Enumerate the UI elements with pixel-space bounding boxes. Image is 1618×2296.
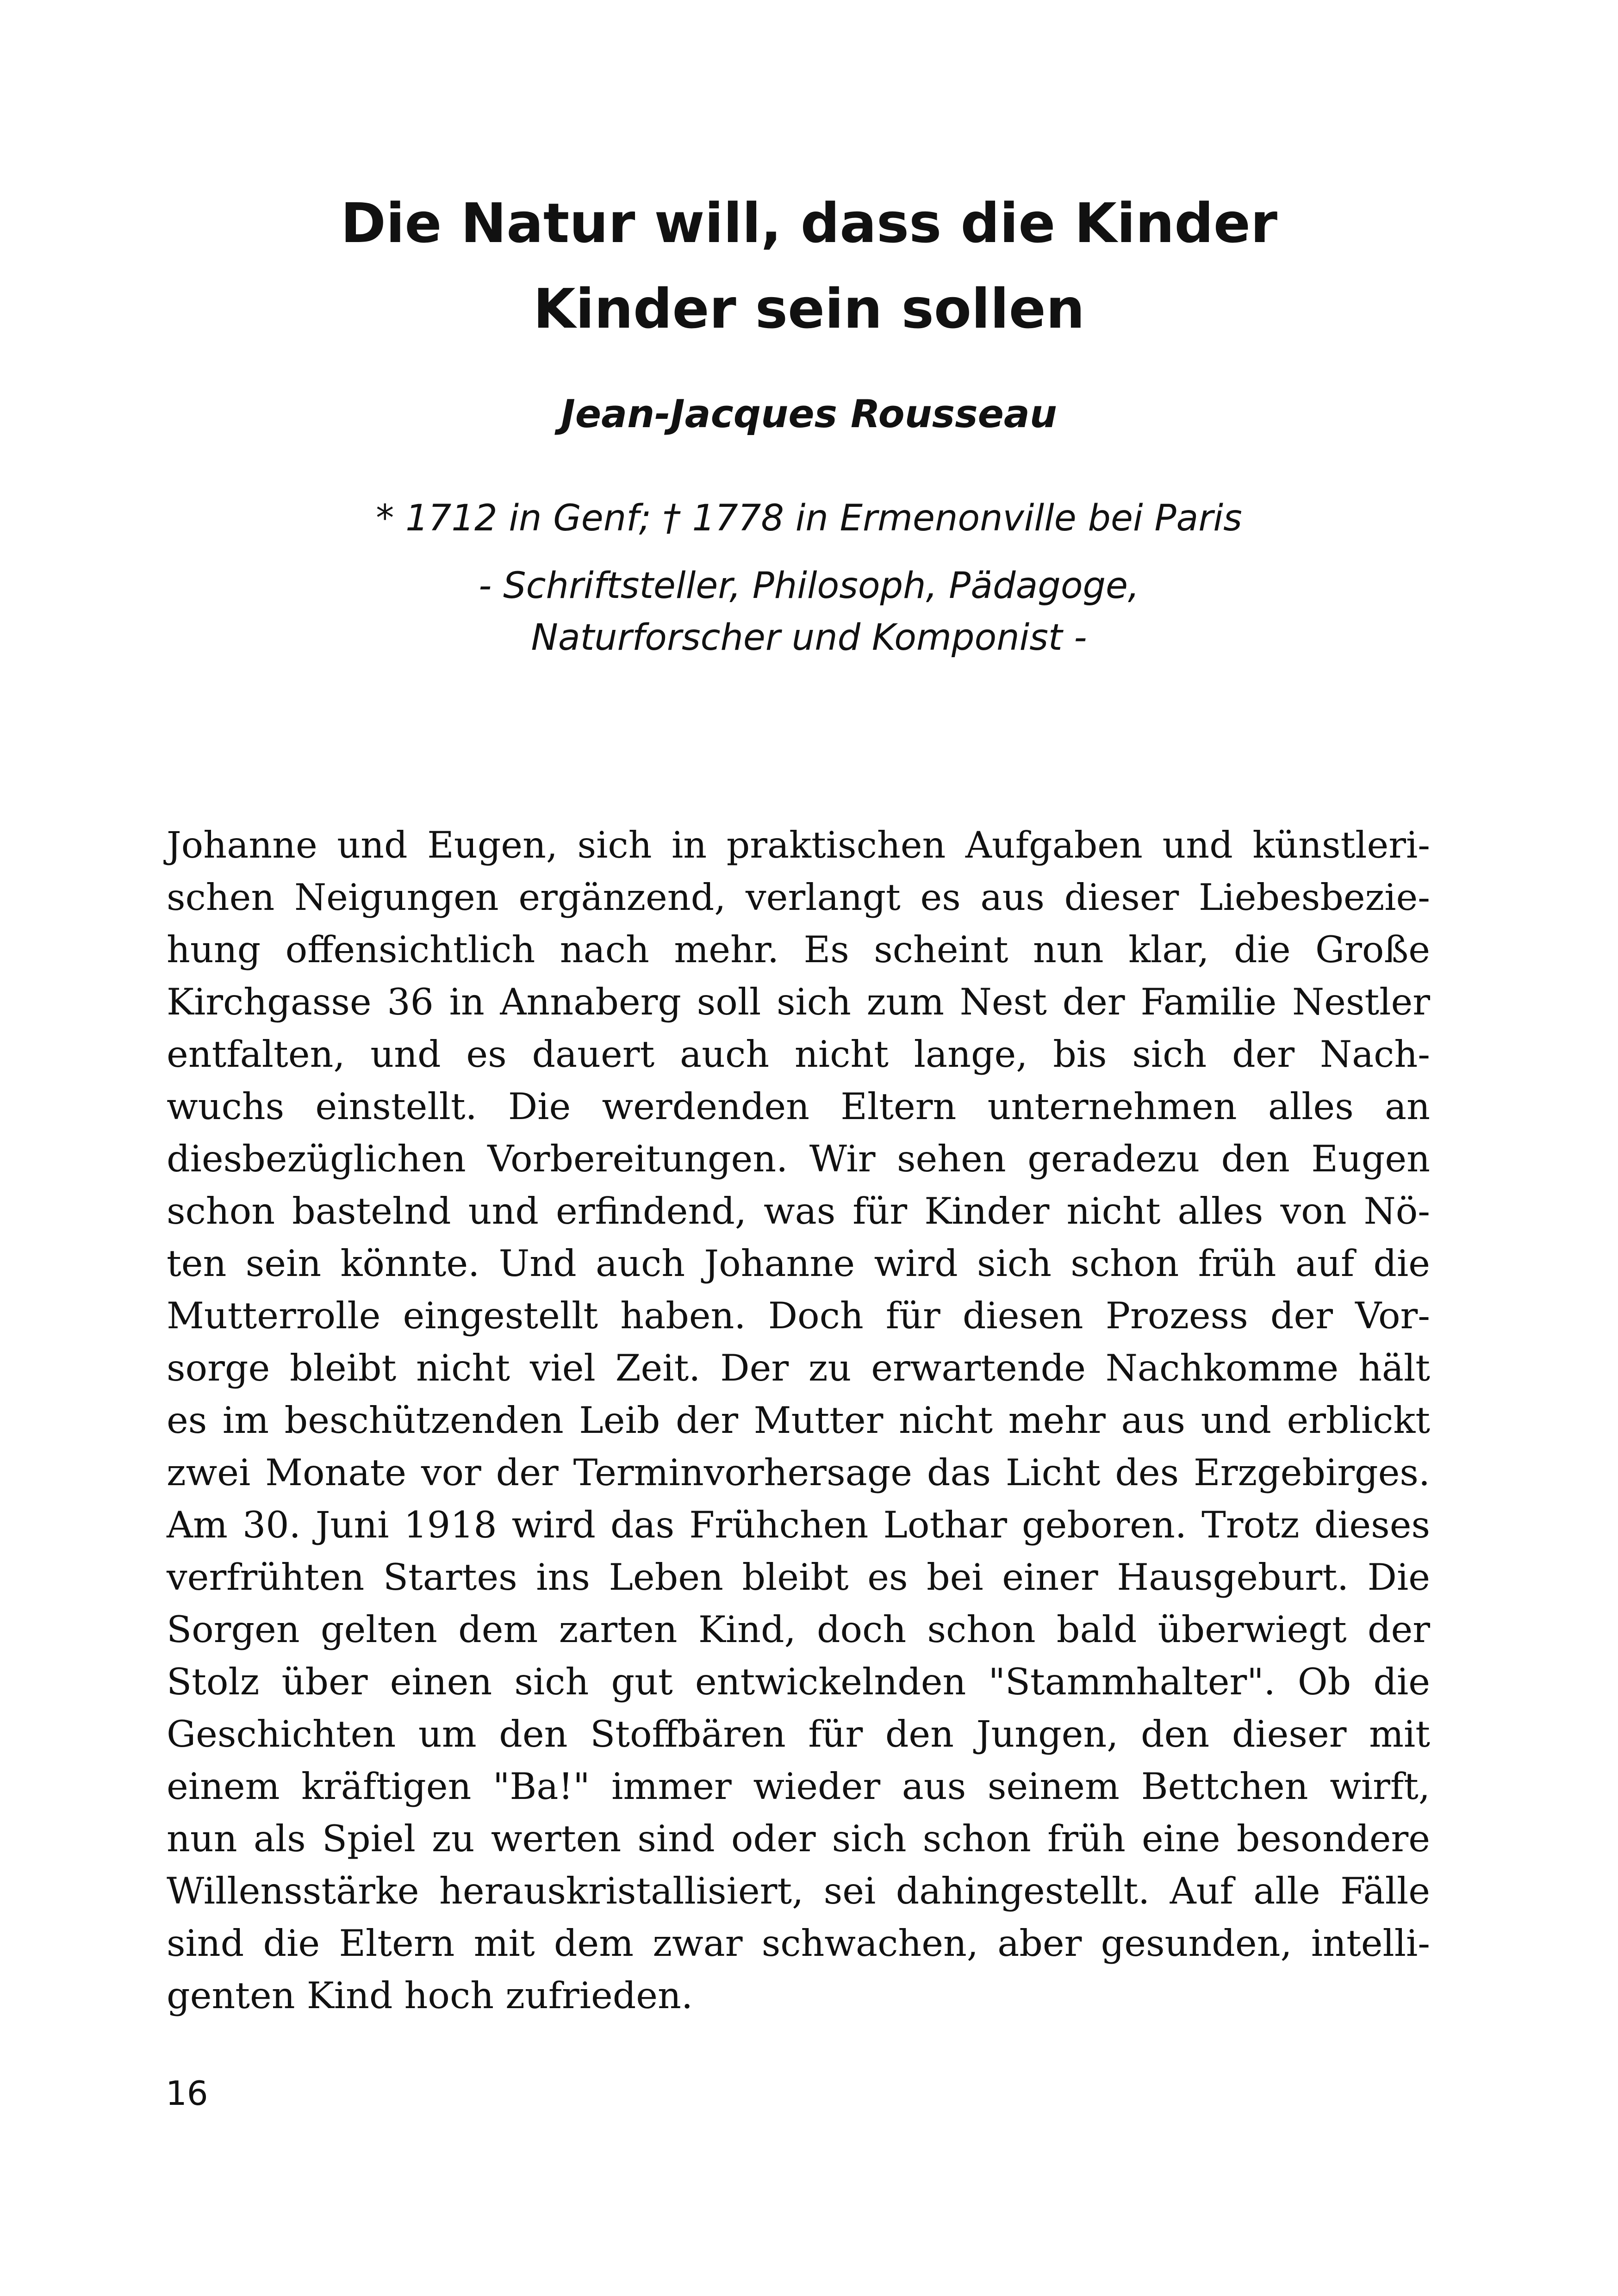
body-line: einem kräftigen "Ba!" immer wieder aus seinem Bettchen wirft, [167, 1765, 1430, 1808]
body-line: sind die Eltern mit dem zwar schwachen, aber gesunden, intelli- [167, 1922, 1430, 1965]
author-lifespan: * 1712 in Genf; † 1778 in Ermenonville bei Paris [376, 498, 1242, 539]
author-professions [0, 560, 1618, 664]
body-line: Sorgen gelten dem zarten Kind, doch schon bald überwiegt der [167, 1608, 1430, 1651]
body-line: es im beschützenden Leib der Mutter nicht mehr aus und erblickt [167, 1399, 1430, 1442]
chapter-title-line: Kinder sein sollen [533, 277, 1085, 341]
body-line: Johanne und Eugen, sich in praktischen Aufgaben und künstleri- [167, 824, 1430, 866]
body-line: nun als Spiel zu werten sind oder sich schon früh eine besondere [167, 1817, 1430, 1860]
author-professions-line: - Schriftsteller, Philosoph, Pädagoge, [479, 565, 1139, 607]
body-line: schen Neigungen ergänzend, verlangt es aus dieser Liebesbezie- [167, 876, 1430, 919]
body-line: Mutterrolle eingestellt haben. Doch für diesen Prozess der Vor- [167, 1294, 1430, 1337]
body-line: Geschichten um den Stoffbären für den Jungen, den dieser mit [167, 1713, 1430, 1755]
body-line: Am 30. Juni 1918 wird das Frühchen Lothar geboren. Trotz dieses [167, 1504, 1430, 1546]
body-line: Willensstärke herauskristallisiert, sei dahingestellt. Auf alle Fälle [167, 1870, 1430, 1912]
body-line: wuchs einstellt. Die werdenden Eltern unternehmen alles an [167, 1085, 1430, 1128]
body-paragraph [167, 819, 1430, 2022]
body-line: sorge bleibt nicht viel Zeit. Der zu erwartende Nachkomme hält [167, 1347, 1430, 1389]
body-line: entfalten, und es dauert auch nicht lange, bis sich der Nach- [167, 1033, 1430, 1076]
body-line: zwei Monate vor der Terminvorhersage das Licht des Erzgebirges. [167, 1451, 1430, 1494]
chapter-title [0, 180, 1618, 352]
body-line: verfrühten Startes ins Leben bleibt es bei einer Hausgeburt. Die [167, 1556, 1430, 1599]
page-number: 16 [166, 2074, 208, 2113]
body-line: genten Kind hoch zufrieden. [167, 1974, 693, 2017]
body-line: diesbezüglichen Vorbereitungen. Wir sehen geradezu den Eugen [167, 1138, 1430, 1180]
body-line: Stolz über einen sich gut entwickelnden "Stammhalter". Ob die [167, 1661, 1430, 1703]
quote-author: Jean-Jacques Rousseau [561, 392, 1057, 436]
body-line: schon bastelnd und erfindend, was für Kinder nicht alles von Nö- [167, 1190, 1430, 1232]
body-line: ten sein könnte. Und auch Johanne wird sich schon früh auf die [167, 1242, 1430, 1285]
body-line: Kirchgasse 36 in Annaberg soll sich zum Nest der Familie Nestler [167, 981, 1430, 1023]
chapter-title-line: Die Natur will, dass die Kinder [340, 191, 1278, 255]
body-line: hung offensichtlich nach mehr. Es scheint nun klar, die Große [167, 928, 1430, 971]
author-professions-line: Naturforscher und Komponist - [531, 617, 1087, 659]
